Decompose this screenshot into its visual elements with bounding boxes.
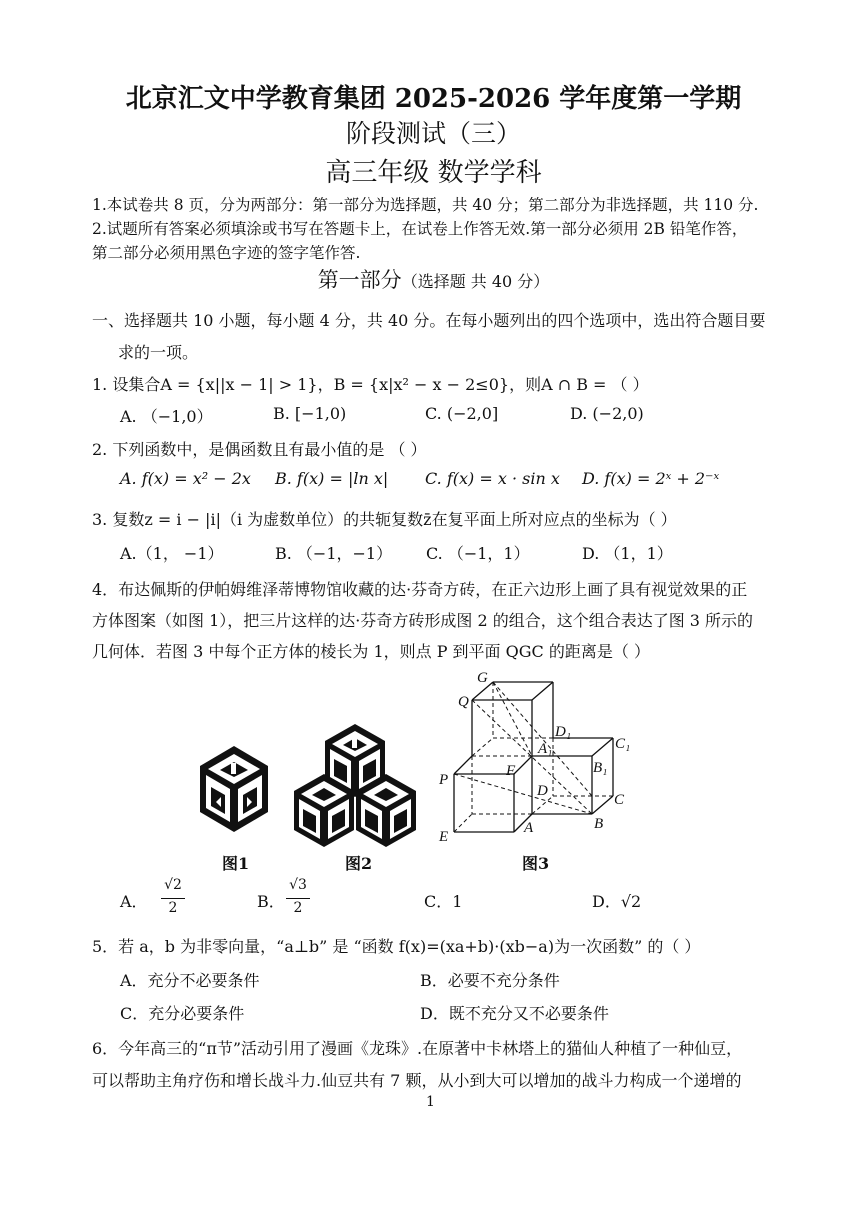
q5-option-a: A．充分不必要条件 (120, 971, 260, 990)
q4-option-d: D．√2 (592, 892, 642, 911)
point-e: E (439, 829, 449, 845)
point-c1: C₁ (615, 736, 631, 752)
exam-subtitle: 阶段测试（三） (345, 119, 521, 148)
q2-stem: 2. 下列函数中，是偶函数且有最小值的是 （ ） (92, 440, 427, 459)
point-d1: D₁ (555, 724, 572, 740)
q4-line-1: 4．布达佩斯的伊帕姆维泽蒂博物馆收藏的达·芬奇方砖，在正六边形上画了具有视觉效果的正 (92, 580, 748, 599)
q1-option-d: D. (−2,0) (570, 404, 644, 423)
q6-line-2: 可以帮助主角疗伤和增长战斗力.仙豆共有 7 颗，从小到大可以增加的战斗力构成一个递增的 (92, 1071, 742, 1090)
q4-line-2: 方体图案（如图 1），把三片这样的达·芬奇方砖形成图 2 的组合，这个组合表达了图 3 所示的 (92, 611, 754, 630)
q1-option-b: B. [−1,0) (273, 404, 347, 423)
q1-stem: 1. 设集合A = {x||x − 1| > 1}，B = {x|x² − x − 2≤0}，则A ∩ B = （ ） (92, 375, 649, 394)
q3-option-d: D. （1，1） (582, 544, 673, 563)
q4-option-a-numerator: √2 (164, 877, 182, 893)
note-line-2: 2.试题所有答案必须填涂或书写在答题卡上，在试卷上作答无效.第一部分必须用 2B 铅笔作答， (92, 220, 748, 238)
point-b: B (594, 816, 604, 832)
figure-2-caption: 图2 (345, 854, 373, 873)
point-q: Q (458, 694, 469, 710)
point-b1: B₁ (593, 760, 608, 776)
q5-option-c: C．充分必要条件 (120, 1004, 245, 1023)
q6-line-1: 6．今年高三的“π节”活动引用了漫画《龙珠》.在原著中卡林塔上的猫仙人种植了一种仙豆， (92, 1039, 743, 1058)
section-instruction-1: 一、选择题共 10 小题，每小题 4 分，共 40 分。在每小题列出的四个选项中，选出符合题目要 (92, 311, 766, 330)
page-number: 1 (426, 1094, 435, 1110)
q4-option-b-numerator: √3 (289, 877, 307, 893)
q4-option-b-denominator: 2 (293, 900, 303, 916)
q4-option-a-denominator: 2 (168, 900, 178, 916)
note-line-3: 第二部分必须用黑色字迹的签字笔作答. (92, 244, 361, 262)
q4-option-a-label: A． (120, 892, 148, 911)
q4-option-c: C．1 (424, 892, 463, 911)
point-p: P (439, 772, 449, 788)
figure-1-cube-tile (198, 744, 270, 836)
q4-option-b-fraction-bar (286, 898, 310, 899)
q3-option-b: B. （−1，−1） (275, 544, 393, 563)
q2-option-a: A. f(x) = x² − 2x (120, 469, 251, 488)
section-title: 第一部分 (317, 268, 402, 292)
q5-stem: 5．若 a，b 为非零向量，“a⊥b” 是 “函数 f(x)=(xa+b)·(xb−a)为一次函数” 的（ ） (92, 937, 701, 956)
q4-option-a-fraction-bar (161, 898, 185, 899)
q2-option-c: C. f(x) = x · sin x (425, 469, 560, 488)
section-instruction-2: 求的一项。 (118, 343, 199, 362)
point-f: F (506, 763, 516, 779)
q3-option-a: A.（1， −1） (120, 544, 224, 563)
point-d: D (537, 783, 548, 799)
section-title-sub: （选择题 共 40 分） (401, 272, 550, 291)
q2-option-b: B. f(x) = |ln x| (275, 469, 389, 488)
q1-option-a: A. （−1,0） (120, 407, 213, 426)
figure-1-caption: 图1 (222, 854, 250, 873)
exam-title: 北京汇文中学教育集团 2025-2026 学年度第一学期 (125, 84, 742, 114)
point-c: C (614, 792, 625, 808)
q1-option-c: C. (−2,0] (425, 404, 499, 423)
q4-line-3: 几何体．若图 3 中每个正方体的棱长为 1，则点 P 到平面 QGC 的距离是（ ） (92, 642, 650, 661)
q3-option-c: C. （−1，1） (426, 544, 530, 563)
q2-option-d: D. f(x) = 2ˣ + 2⁻ˣ (582, 469, 720, 488)
q3-stem: 3. 复数z = i − |i|（i 为虚数单位）的共轭复数z̄在复平面上所对应点的坐标为（ ） (92, 510, 677, 529)
q4-option-b-label: B． (257, 892, 285, 911)
figure-3-geometry (436, 668, 636, 846)
note-line-1: 1.本试卷共 8 页，分为两部分：第一部分为选择题，共 40 分；第二部分为非选择题，共 110 分. (92, 196, 759, 214)
point-g: G (477, 670, 488, 686)
point-a1: A₁ (538, 741, 553, 757)
figure-3-caption: 图3 (522, 854, 550, 873)
section-heading (0, 264, 867, 294)
grade-subject: 高三年级 数学学科 (325, 158, 542, 188)
q5-option-b: B．必要不充分条件 (420, 971, 560, 990)
q5-option-d: D．既不充分又不必要条件 (420, 1004, 609, 1023)
point-a: A (524, 820, 534, 836)
figure-2-tiles (290, 722, 420, 848)
